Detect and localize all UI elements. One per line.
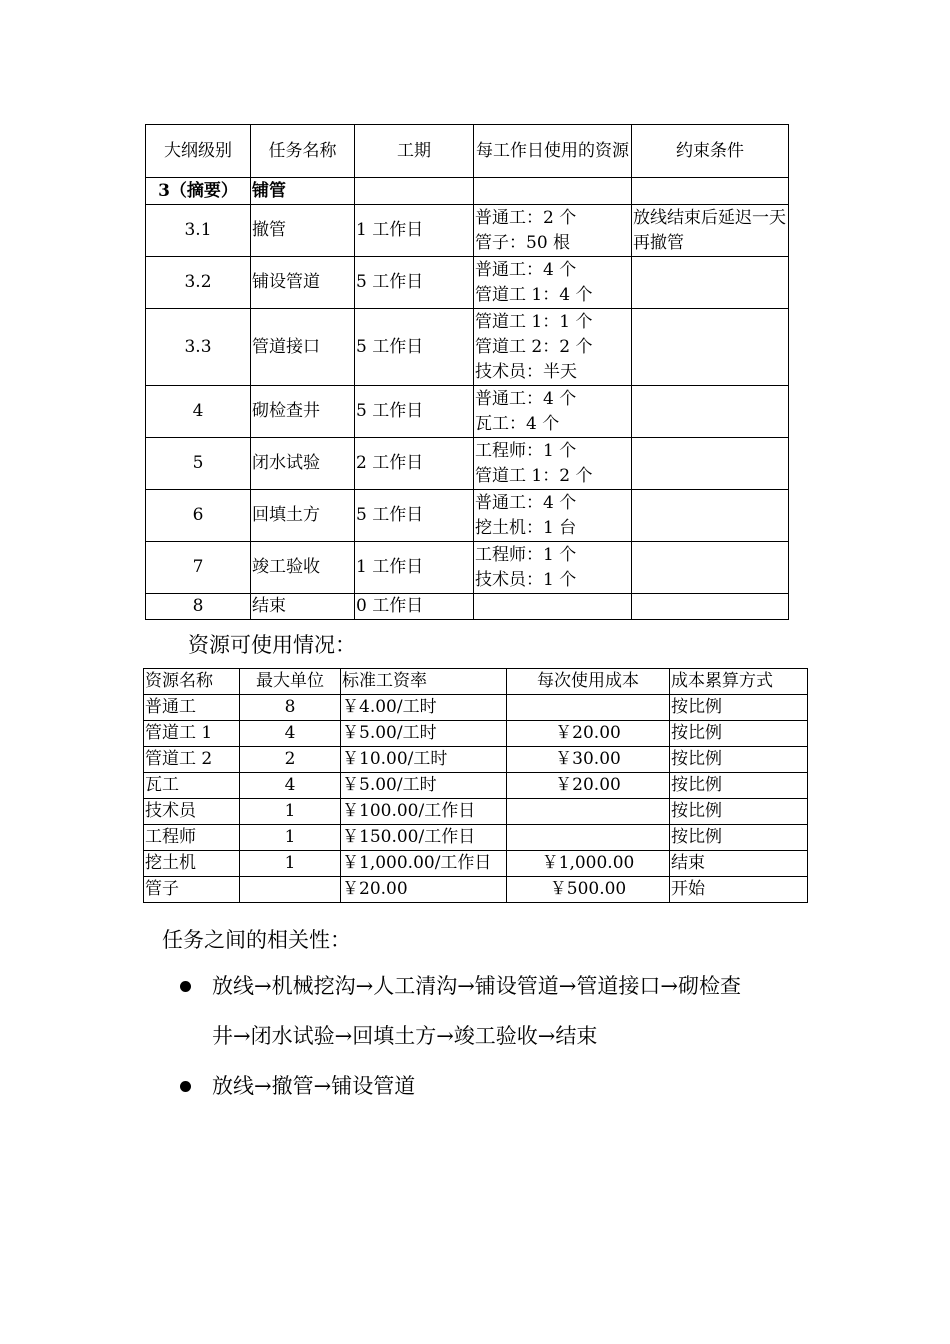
task-level: 3.1 <box>146 205 251 257</box>
task-level: 7 <box>146 542 251 594</box>
task-name: 管道接口 <box>251 309 355 386</box>
resource-cost <box>507 799 670 825</box>
resource-max: 1 <box>240 799 341 825</box>
task-duration: 0 工作日 <box>355 594 474 620</box>
resource-accrue: 按比例 <box>670 747 808 773</box>
resource-rate: ￥4.00/工时 <box>341 695 507 721</box>
task-name: 竣工验收 <box>251 542 355 594</box>
header-cell: 每次使用成本 <box>507 669 670 695</box>
resource-name: 管子 <box>144 877 240 903</box>
task-constraint <box>632 594 789 620</box>
resource-name: 挖土机 <box>144 851 240 877</box>
resource-row <box>144 721 808 747</box>
task-constraint <box>632 257 789 309</box>
resource-name: 技术员 <box>144 799 240 825</box>
task-resources <box>474 594 632 620</box>
task-duration: 1 工作日 <box>355 205 474 257</box>
resource-max: 4 <box>240 721 341 747</box>
task-summary-row <box>146 178 789 205</box>
empty-cell <box>474 178 632 205</box>
task-row <box>146 542 789 594</box>
task-row <box>146 257 789 309</box>
bullet-item-line: 井→闭水试验→回填土方→竣工验收→结束 <box>212 1024 598 1048</box>
resource-cost <box>507 695 670 721</box>
task-constraint: 放线结束后延迟一天再撤管 <box>632 205 789 257</box>
resource-name: 管道工 1 <box>144 721 240 747</box>
resource-row <box>144 747 808 773</box>
resource-rate: ￥5.00/工时 <box>341 773 507 799</box>
summary-name: 铺管 <box>251 178 355 205</box>
resource-max: 8 <box>240 695 341 721</box>
resource-max: 2 <box>240 747 341 773</box>
bullet-icon <box>180 981 191 992</box>
resource-row <box>144 877 808 903</box>
resource-cost <box>507 825 670 851</box>
resource-name: 瓦工 <box>144 773 240 799</box>
bullet-item-line: 放线→撤管→铺设管道 <box>212 1074 416 1098</box>
task-constraint <box>632 542 789 594</box>
task-name: 回填土方 <box>251 490 355 542</box>
resource-name: 工程师 <box>144 825 240 851</box>
task-name: 砌检查井 <box>251 386 355 438</box>
bullet-icon <box>180 1081 191 1092</box>
header-cell: 任务名称 <box>251 125 355 178</box>
resource-name: 管道工 2 <box>144 747 240 773</box>
task-resources: 普通工：4 个 瓦工：4 个 <box>474 386 632 438</box>
resource-cost: ￥500.00 <box>507 877 670 903</box>
task-level: 3.3 <box>146 309 251 386</box>
task-row <box>146 205 789 257</box>
header-cell: 约束条件 <box>632 125 789 178</box>
task-duration: 5 工作日 <box>355 490 474 542</box>
resource-accrue: 按比例 <box>670 773 808 799</box>
task-row <box>146 438 789 490</box>
task-level: 6 <box>146 490 251 542</box>
resource-rate: ￥5.00/工时 <box>341 721 507 747</box>
resource-accrue: 按比例 <box>670 721 808 747</box>
task-level: 8 <box>146 594 251 620</box>
task-constraint <box>632 309 789 386</box>
task-row <box>146 594 789 620</box>
task-resources: 普通工：4 个 管道工 1：4 个 <box>474 257 632 309</box>
header-cell: 工期 <box>355 125 474 178</box>
task-table <box>145 124 789 620</box>
task-row <box>146 386 789 438</box>
bullet-item-line: 放线→机械挖沟→人工清沟→铺设管道→管道接口→砌检查 <box>212 974 741 998</box>
resource-cost: ￥1,000.00 <box>507 851 670 877</box>
summary-level: 3（摘要） <box>146 178 251 205</box>
resource-rate: ￥150.00/工作日 <box>341 825 507 851</box>
resource-accrue: 按比例 <box>670 799 808 825</box>
task-duration: 5 工作日 <box>355 257 474 309</box>
task-resources: 工程师：1 个 技术员：1 个 <box>474 542 632 594</box>
resource-rate: ￥1,000.00/工作日 <box>341 851 507 877</box>
task-constraint <box>632 438 789 490</box>
task-name: 闭水试验 <box>251 438 355 490</box>
task-level: 5 <box>146 438 251 490</box>
header-cell: 标准工资率 <box>341 669 507 695</box>
header-cell: 大纲级别 <box>146 125 251 178</box>
task-level: 3.2 <box>146 257 251 309</box>
resource-cost: ￥30.00 <box>507 747 670 773</box>
resource-rate: ￥20.00 <box>341 877 507 903</box>
resource-name: 普通工 <box>144 695 240 721</box>
resource-max: 1 <box>240 825 341 851</box>
task-name: 结束 <box>251 594 355 620</box>
task-duration: 5 工作日 <box>355 309 474 386</box>
header-cell: 每工作日使用的资源 <box>474 125 632 178</box>
resource-row <box>144 695 808 721</box>
task-constraint <box>632 386 789 438</box>
task-constraint <box>632 490 789 542</box>
empty-cell <box>355 178 474 205</box>
resource-accrue: 开始 <box>670 877 808 903</box>
task-name: 撤管 <box>251 205 355 257</box>
task-resources: 普通工：4 个 挖土机：1 台 <box>474 490 632 542</box>
empty-cell <box>632 178 789 205</box>
task-table-header-row <box>146 125 789 178</box>
header-cell: 资源名称 <box>144 669 240 695</box>
resource-max: 1 <box>240 851 341 877</box>
resource-accrue: 按比例 <box>670 825 808 851</box>
header-cell: 成本累算方式 <box>670 669 808 695</box>
resource-rate: ￥100.00/工作日 <box>341 799 507 825</box>
resource-cost: ￥20.00 <box>507 773 670 799</box>
resource-table-header-row <box>144 669 808 695</box>
task-row <box>146 309 789 386</box>
resource-accrue: 按比例 <box>670 695 808 721</box>
task-level: 4 <box>146 386 251 438</box>
resource-max <box>240 877 341 903</box>
dependency-heading: 任务之间的相关性： <box>162 928 351 952</box>
resource-row <box>144 773 808 799</box>
task-resources: 管道工 1：1 个 管道工 2：2 个 技术员：半天 <box>474 309 632 386</box>
task-duration: 5 工作日 <box>355 386 474 438</box>
resource-row <box>144 825 808 851</box>
resource-max: 4 <box>240 773 341 799</box>
header-cell: 最大单位 <box>240 669 341 695</box>
task-resources: 工程师：1 个 管道工 1：2 个 <box>474 438 632 490</box>
resource-cost: ￥20.00 <box>507 721 670 747</box>
resource-row <box>144 851 808 877</box>
resource-rate: ￥10.00/工时 <box>341 747 507 773</box>
task-name: 铺设管道 <box>251 257 355 309</box>
resource-row <box>144 799 808 825</box>
resource-heading: 资源可使用情况： <box>188 633 356 657</box>
task-duration: 1 工作日 <box>355 542 474 594</box>
resource-accrue: 结束 <box>670 851 808 877</box>
task-row <box>146 490 789 542</box>
resource-table <box>143 668 808 903</box>
task-duration: 2 工作日 <box>355 438 474 490</box>
task-resources: 普通工：2 个 管子：50 根 <box>474 205 632 257</box>
